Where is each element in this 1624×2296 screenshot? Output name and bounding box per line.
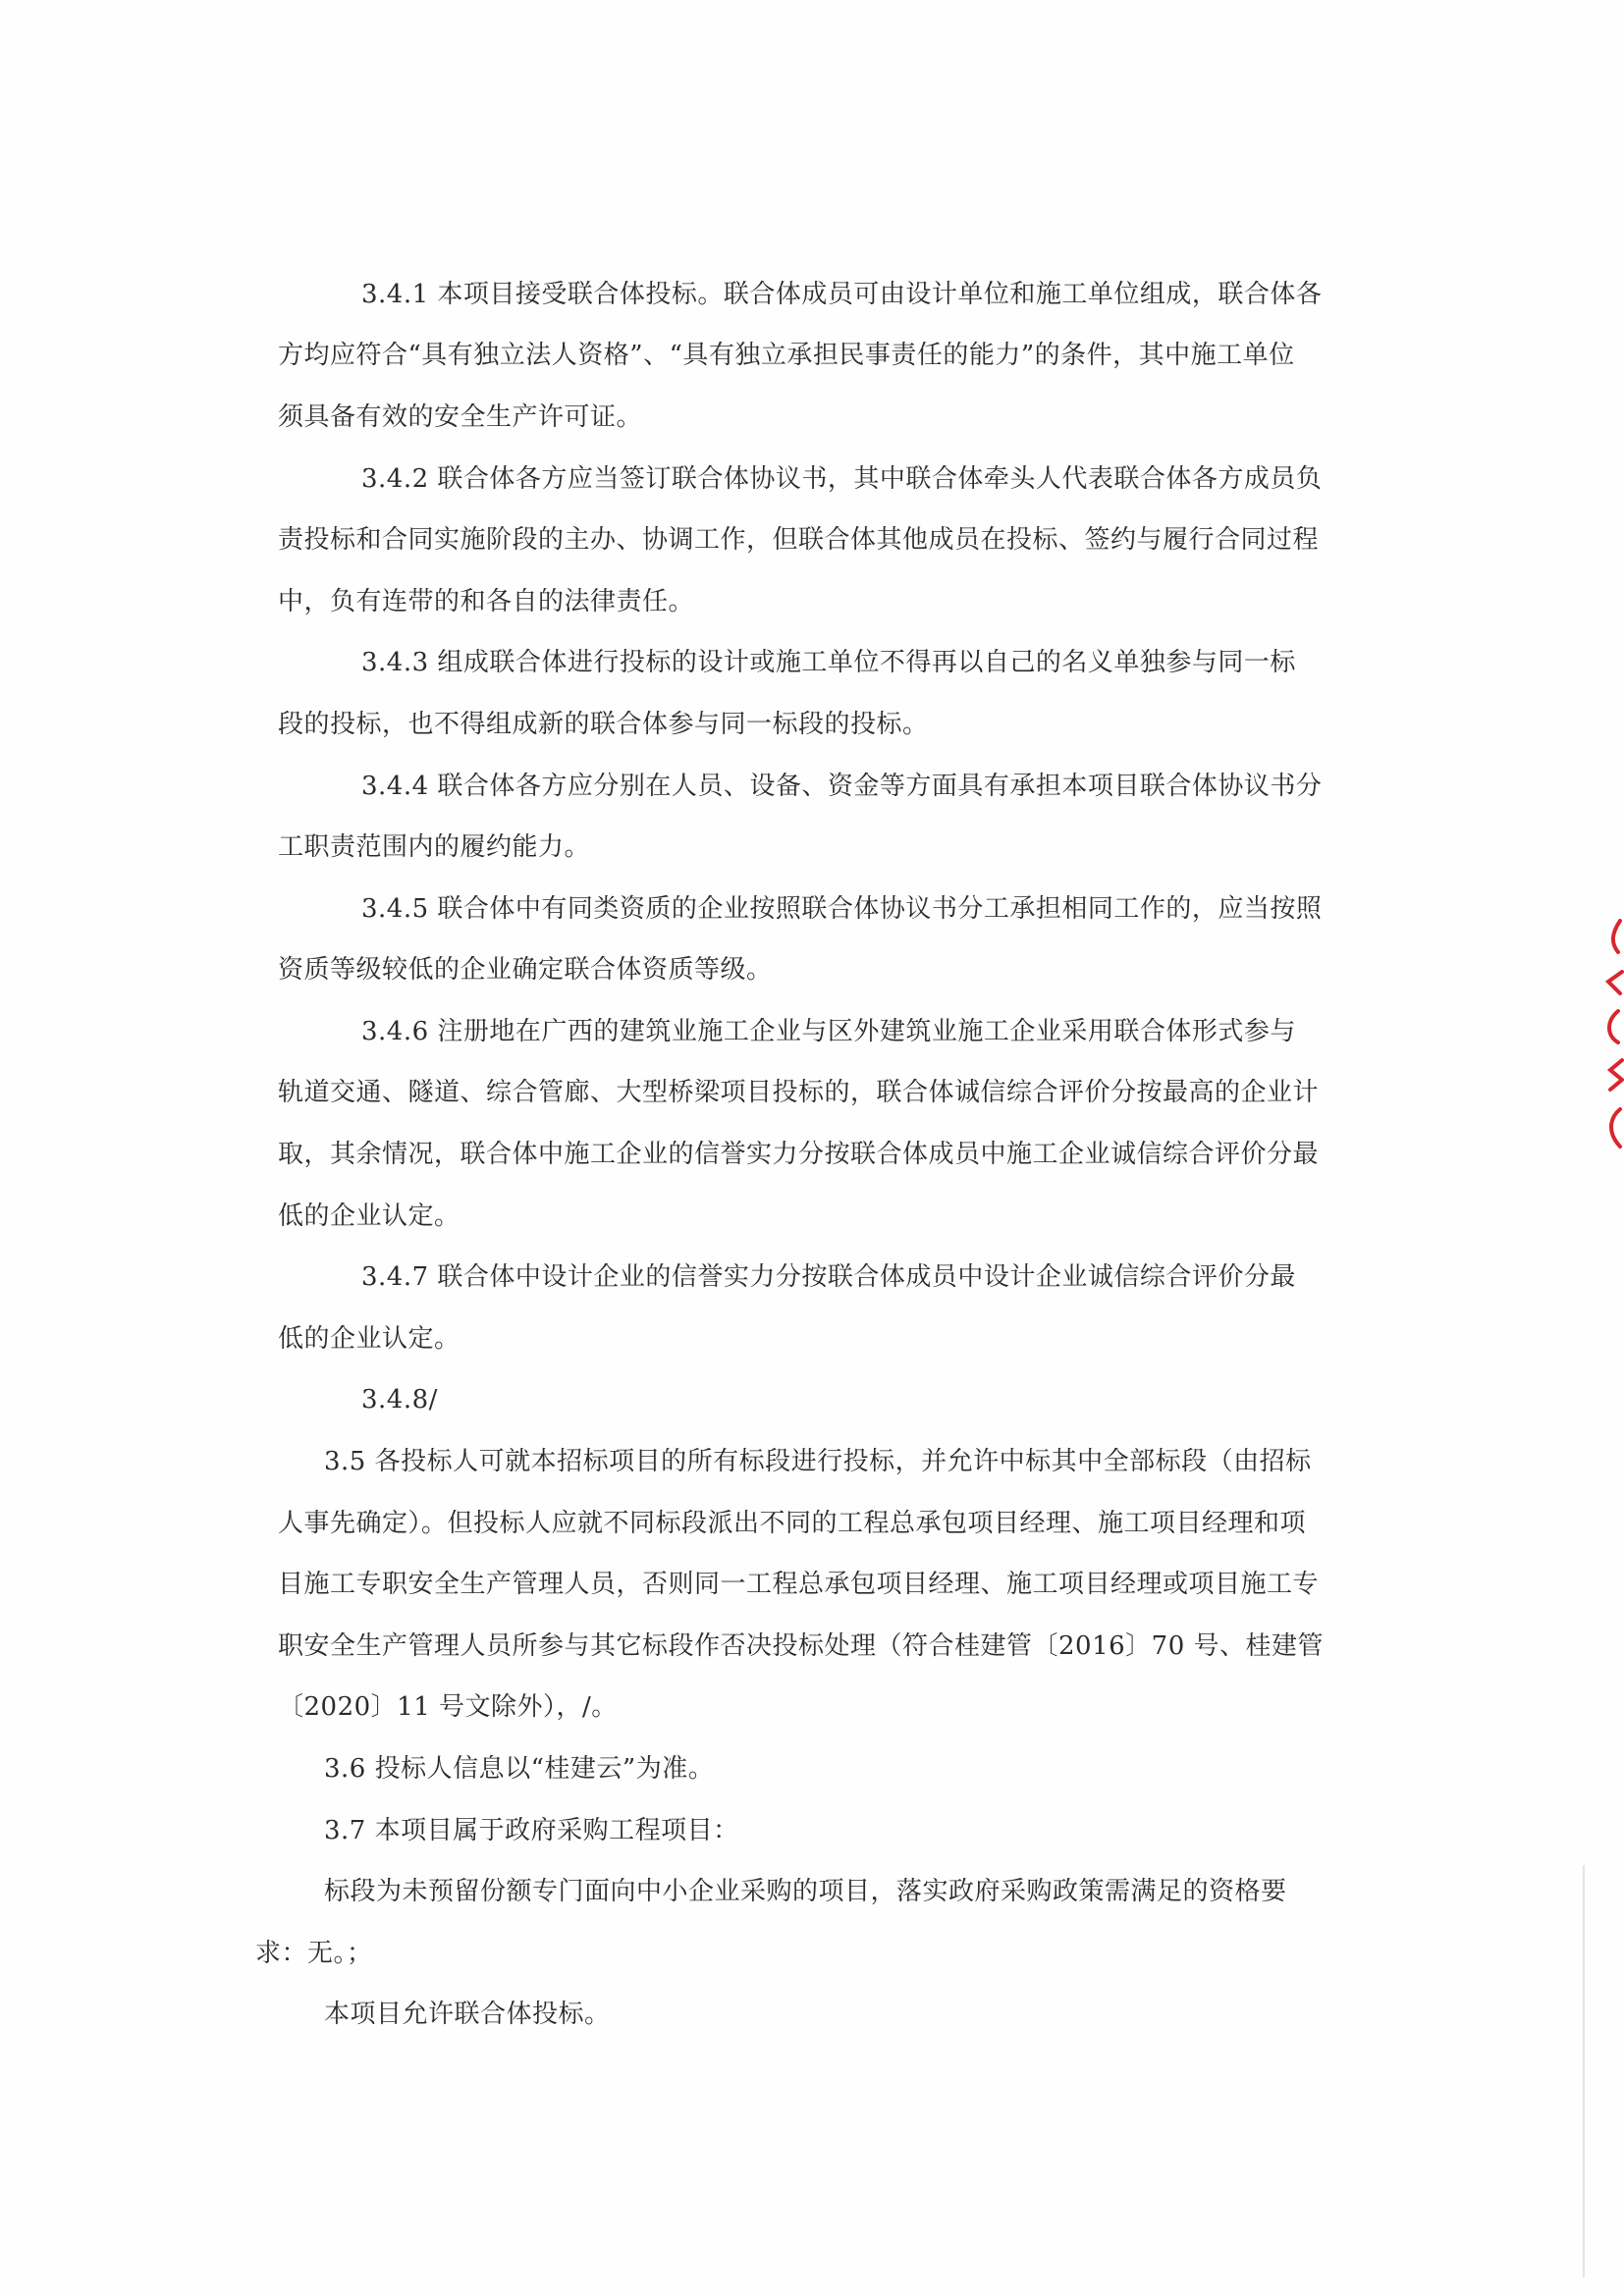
clause-3-4-2-line-1: 3.4.2 联合体各方应当签订联合体协议书，其中联合体牵头人代表联合体各方成员负 [361, 464, 1323, 494]
clause-3-4-1-line-1: 3.4.1 本项目接受联合体投标。联合体成员可由设计单位和施工单位组成，联合体各 [361, 280, 1323, 309]
scan-artifact-line [1583, 1865, 1585, 2277]
clause-3-4-2-line-3: 中，负有连带的和各自的法律责任。 [278, 587, 695, 616]
clause-3-4-7-line-1: 3.4.7 联合体中设计企业的信誉实力分按联合体成员中设计企业诚信综合评价分最 [361, 1262, 1296, 1292]
clause-3-4-1-line-3: 须具备有效的安全生产许可证。 [278, 402, 643, 432]
clause-3-4-5-line-1: 3.4.5 联合体中有同类资质的企业按照联合体协议书分工承担相同工作的，应当按照 [361, 894, 1323, 924]
clause-3-4-4-line-2: 工职责范围内的履约能力。 [278, 832, 591, 862]
clause-3-4-1-line-2: 方均应符合“具有独立法人资格”、“具有独立承担民事责任的能力”的条件，其中施工单位 [278, 341, 1295, 370]
clause-3-4-6-line-1: 3.4.6 注册地在广西的建筑业施工企业与区外建筑业施工企业采用联合体形式参与 [361, 1017, 1296, 1046]
clause-3-4-3-line-1: 3.4.3 组成联合体进行投标的设计或施工单位不得再以自己的名义单独参与同一标 [361, 648, 1296, 677]
clause-3-6: 3.6 投标人信息以“桂建云”为准。 [324, 1754, 715, 1784]
clause-3-4-7-line-2: 低的企业认定。 [278, 1324, 460, 1354]
clause-3-5-line-2: 人事先确定）。但投标人应就不同标段派出不同的工程总承包项目经理、施工项目经理和项 [278, 1509, 1307, 1538]
clause-3-7: 3.7 本项目属于政府采购工程项目： [324, 1816, 739, 1845]
clause-3-5-line-1: 3.5 各投标人可就本招标项目的所有标段进行投标，并允许中标其中全部标段（由招标 [324, 1447, 1312, 1476]
clause-3-5-line-5: 〔2020〕11 号文除外），/。 [278, 1692, 618, 1722]
clause-3-4-6-line-4: 低的企业认定。 [278, 1201, 460, 1231]
clause-3-4-4-line-1: 3.4.4 联合体各方应分别在人员、设备、资金等方面具有承担本项目联合体协议书分 [361, 772, 1323, 801]
clause-3-7-detail-line-2: 求：无。； [255, 1939, 373, 1968]
clause-3-7-detail-line-1: 标段为未预留份额专门面向中小企业采购的项目，落实政府采购政策需满足的资格要 [324, 1877, 1287, 1906]
clause-3-4-3-line-2: 段的投标，也不得组成新的联合体参与同一标段的投标。 [278, 710, 929, 739]
clause-3-5-line-4: 职安全生产管理人员所参与其它标段作否决投标处理（符合桂建管〔2016〕70 号、桂建管 [278, 1631, 1325, 1661]
clause-3-4-6-line-3: 取，其余情况，联合体中施工企业的信誉实力分按联合体成员中施工企业诚信综合评价分最 [278, 1140, 1320, 1169]
clause-3-4-2-line-2: 责投标和合同实施阶段的主办、协调工作，但联合体其他成员在投标、签约与履行合同过程 [278, 525, 1320, 555]
clause-3-4-8: 3.4.8/ [361, 1385, 438, 1415]
clause-3-4-5-line-2: 资质等级较低的企业确定联合体资质等级。 [278, 955, 773, 985]
clause-3-7-joint-bid: 本项目允许联合体投标。 [324, 2000, 611, 2029]
clause-3-4-6-line-2: 轨道交通、隧道、综合管廊、大型桥梁项目投标的，联合体诚信综合评价分按最高的企业计 [278, 1078, 1320, 1107]
clause-3-5-line-3: 目施工专职安全生产管理人员，否则同一工程总承包项目经理、施工项目经理或项目施工专 [278, 1570, 1320, 1599]
seal-stamp-edge [1598, 913, 1624, 1158]
